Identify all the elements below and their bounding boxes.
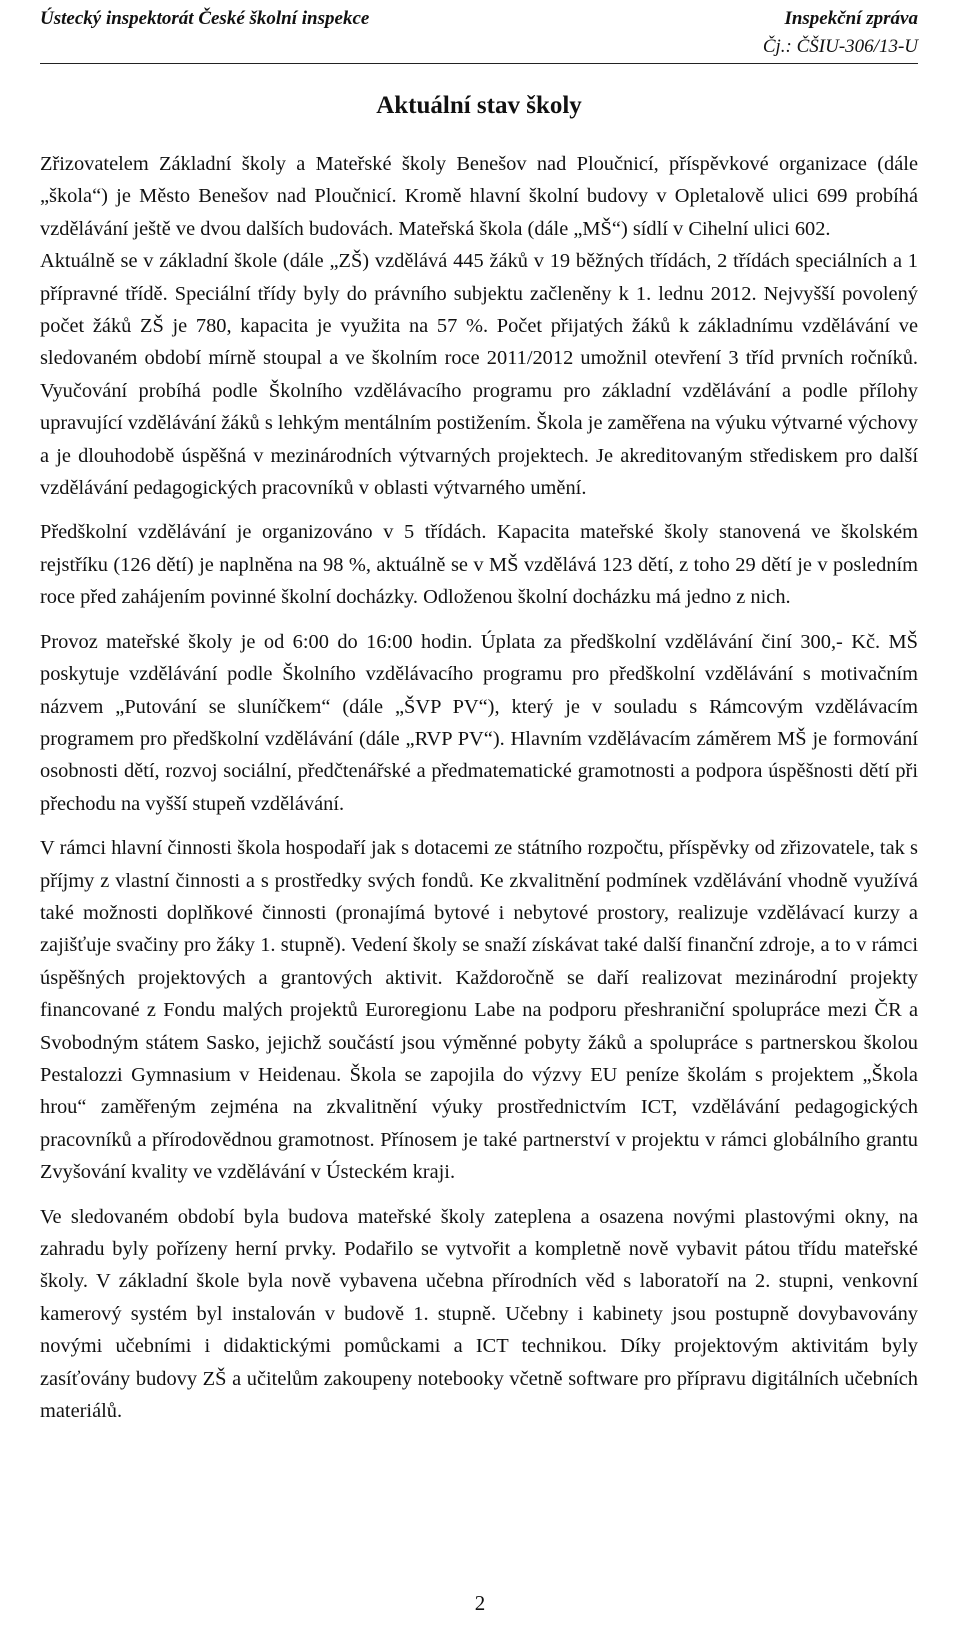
header-report-title: Inspekční zpráva [784,8,918,29]
section-title: Aktuální stav školy [376,92,582,119]
section-body [40,148,918,1427]
header-organization: Ústecký inspektorát České školní inspekce [40,8,370,29]
paragraph-funding: V rámci hlavní činnosti škola hospodaří jak s dotacemi ze státního rozpočtu, příspěvky od zřizovatele, tak s příjmy z vlastní činnosti a s prostředky svých fondů. Ke zkvalitnění podmínek vzdělávání vhodně využívá také možnosti doplňkové činnosti (pronajímá bytové i nebytové prostory, realizuje vzdělávací kurzy a zajišťuje svačiny pro žáky 1. stupně). Vedení školy se snaží získávat také další finanční zdroje, a to v rámci úspěšných projektových a grantových aktivit. Každoročně se daří realizovat mezinárodní projekty financované z Fondu malých projektů Euroregionu Labe na podporu přeshraniční spolupráce mezi ČR a Svobodným státem Sasko, jejichž součástí jsou výměnné pobyty žáků a spolupráce s partnerskou školou Pestalozzi Gymnasium v Heidenau. Škola se zapojila do výzvy EU peníze školám s projektem „Škola hrou“ zaměřeným zejména na zkvalitnění výuky prostřednictvím ICT, vzdělávání pedagogických pracovníků a přírodovědnou gramotnost. Přínosem je také partnerství v projektu v rámci globálního grantu Zvyšování kvality ve vzdělávání v Ústeckém kraji. [40,837,918,1184]
paragraph-kindergarten-operation: Provoz mateřské školy je od 6:00 do 16:00 hodin. Úplata za předškolní vzdělávání činí 300,- Kč. MŠ poskytuje vzdělávání podle Školního vzdělávacího programu pro předškolní vzdělávání s motivačním názvem „Putování se sluníčkem“ (dále „ŠVP PV“), který je v souladu s Rámcovým vzdělávacím programem pro předškolní vzdělávání (dále „RVP PV“). Hlavním vzdělávacím záměrem MŠ je formování osobnosti dětí, rozvoj sociální, předčtenářské a předmatematické gramotnosti a podpora úspěšnosti dětí při přechodu na vyšší stupeň vzdělávání. [40,630,918,815]
paragraph-founder: Zřizovatelem Základní školy a Mateřské školy Benešov nad Ploučnicí, příspěvkové organizace (dále „škola“) je Město Benešov nad Ploučnicí. Kromě hlavní školní budovy v Opletalově ulici 699 probíhá vzdělávání ještě ve dvou dalších budovách. Mateřská škola (dále „MŠ“) sídlí v Cihelní ulici 602. [40,153,918,240]
paragraph-equipment: Ve sledovaném období byla budova mateřské školy zateplena a osazena novými plastovými okny, na zahradu byly pořízeny herní prvky. Podařilo se vytvořit a kompletně nově vybavit pátou třídu mateřské školy. V základní škole byla nově vybavena učebna přírodních věd s laboratoří na 2. stupni, venkovní kamerový systém byl instalován v budově 1. stupně. Učebny i kabinety jsou postupně dovybavovány novými učebními i didaktickými pomůckami a ICT technikou. Díky projektovým aktivitám byly zasíťovány budovy ZŠ a učitelům zakoupeny notebooky včetně software pro přípravu digitálních učebních materiálů. [40,1205,918,1423]
header-reference-number: Čj.: ČŠIU-306/13-U [762,36,918,57]
paragraph-elementary-school: Aktuálně se v základní škole (dále „ZŠ) vzdělává 445 žáků v 19 běžných třídách, 2 třídách speciálních a 1 přípravné třídě. Speciální třídy byly do právního subjektu začleněny k 1. lednu 2012. Nejvyšší povolený počet žáků ZŠ je 780, kapacita je využita na 57 %. Počet přijatých žáků k základnímu vzdělávání ve sledovaném období mírně stoupal a ve školním roce 2011/2012 umožnil otevření 3 tříd prvních ročníků. Vyučování probíhá podle Školního vzdělávacího programu pro základní vzdělávání a podle přílohy upravující vzdělávání žáků s lehkým mentálním postižením. Škola je zaměřena na výuku výtvarné výchovy a je dlouhodobě úspěšná v mezinárodních výtvarných projektech. Je akreditovaným střediskem pro další vzdělávání pedagogických pracovníků v oblasti výtvarného umění. [40,250,918,500]
page-header [40,0,918,64]
header-divider [40,63,918,64]
page-number: 2 [474,1591,486,1615]
paragraph-preschool: Předškolní vzdělávání je organizováno v 5 třídách. Kapacita mateřské školy stanovená ve školském rejstříku (126 dětí) je naplněna na 98 %, aktuálně se v MŠ vzdělává 123 dětí, z toho 29 dětí je v posledním roce před zahájením povinné školní docházky. Odloženou školní docházku má jedno z nich. [40,521,918,609]
header-report-info [763,5,918,61]
